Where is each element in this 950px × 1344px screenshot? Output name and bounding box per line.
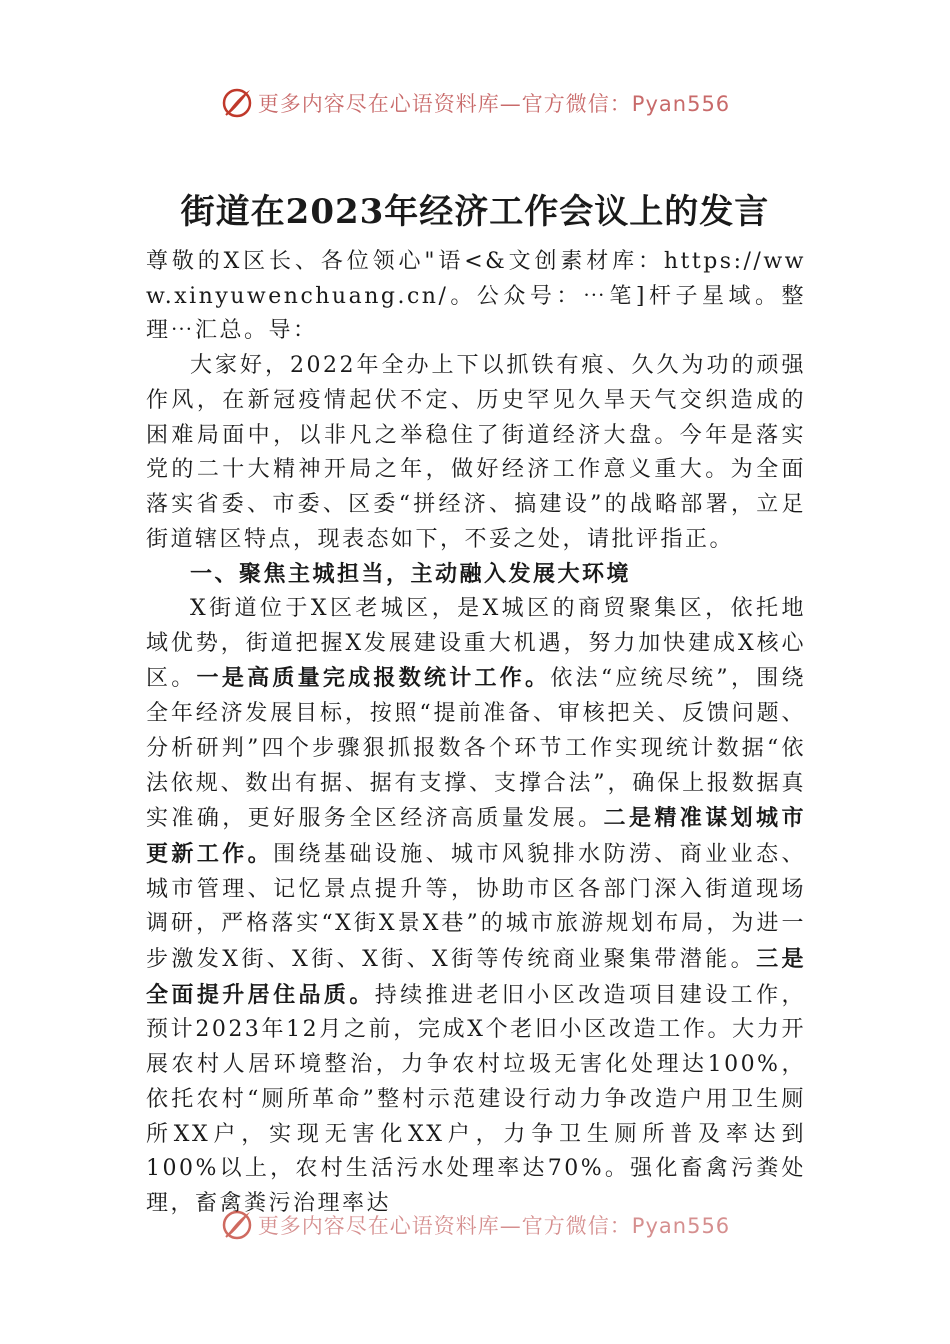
watermark-text: 更多内容尽在心语资料库—官方微信：Pyan556 <box>257 92 731 116</box>
watermark-footer <box>0 1208 950 1242</box>
section-paragraph <box>146 592 806 1222</box>
paragraph-text: 依法“应统尽统”，围绕全年经济发展目标，按照“提前准备、审核把关、反馈问题、分析研判”四个步骤狠抓报数各个环节工作实现统计数据“依法依规、数出有据、据有支撑、支撑合法”，确保上报数据真实准确，更好服务全区经济高质量发展。 <box>146 666 806 832</box>
key-point-3: 三是全面提升居住品质。 <box>146 946 806 1008</box>
document-title: 街道在2023年经济工作会议上的发言 <box>180 192 770 232</box>
section-heading: 一、聚焦主城担当，主动融入发展大环境 <box>190 561 632 588</box>
quill-logo-icon <box>220 86 254 120</box>
document-body <box>146 245 806 1222</box>
salutation-paragraph: 尊敬的X区长、各位领心"语<&文创素材库：https://www.xinyuwenchuang.cn/。公众号：⋯笔]杆子星域。整理⋯汇总。导： <box>146 249 806 344</box>
intro-paragraph: 大家好，2022年全办上下以抓铁有痕、久久为功的顽强作风，在新冠疫情起伏不定、历史罕见久旱天气交织造成的困难局面中，以非凡之举稳住了街道经济大盘。今年是落实党的二十大精神开局之年，做好经济工作意义重大。为全面落实省委、市委、区委“拼经济、搞建设”的战略部署，立足街道辖区特点，现表态如下，不妥之处，请批评指正。 <box>146 353 806 552</box>
paragraph-text: X街道位于X区老城区，是X城区的商贸聚集区，依托地域优势，街道把握X发展建设重大机遇，努力加快建成X核心区。 <box>146 596 806 692</box>
watermark-text: 更多内容尽在心语资料库—官方微信：Pyan556 <box>257 1214 731 1238</box>
quill-logo-icon <box>220 1208 254 1242</box>
watermark-header <box>0 86 950 120</box>
paragraph-text: 围绕基础设施、城市风貌排水防涝、商业业态、城市管理、记忆景点提升等，协助市区各部门深入街道现场调研，严格落实“X街X景X巷”的城市旅游规划布局，为进一步激发X街、X街、X街、X街等传统商业聚集带潜能。 <box>146 841 806 973</box>
key-point-1: 一是高质量完成报数统计工作。 <box>196 665 551 692</box>
paragraph-text: 持续推进老旧小区改造项目建设工作，预计2023年12月之前，完成X个老旧小区改造工作。大力开展农村人居环境整治，力争农村垃圾无害化处理达100%，依托农村“厕所革命”整村示范建设行动力争改造户用卫生厕所XX户，实现无害化XX户，力争卫生厕所普及率达到100%以上，农村生活污水处理率达70%。强化畜禽污粪处理，畜禽粪污治理率达 <box>146 982 806 1216</box>
key-point-2: 二是精准谋划城市更新工作。 <box>146 805 806 867</box>
